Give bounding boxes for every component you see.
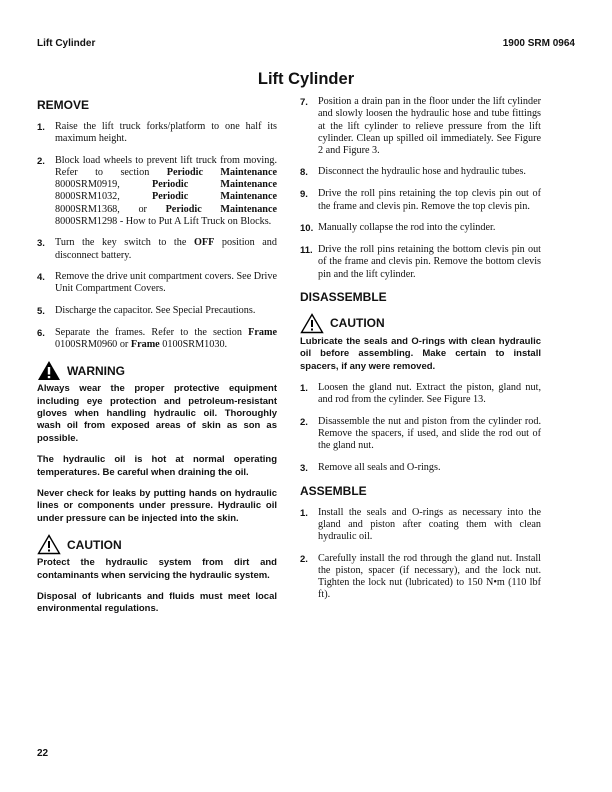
- step-number: 4.: [37, 271, 45, 283]
- remove-step: [37, 271, 277, 296]
- remove-step: [37, 155, 277, 229]
- disassemble-step: [300, 382, 541, 407]
- warning-title: WARNING: [67, 363, 125, 378]
- left-column: [37, 96, 277, 625]
- step-text: Disassemble the nut and piston from the cylinder rod. Remove the spacers, if used, and slide the rod out of the gland nut.: [318, 415, 541, 452]
- caution-title: CAUTION: [67, 537, 122, 552]
- assemble-step: [300, 507, 541, 544]
- page-number: 22: [37, 748, 49, 759]
- warning-header: [37, 360, 277, 381]
- step-text: Separate the frames. Refer to the section Frame 0100SRM0960 or Frame 0100SRM1030.: [55, 326, 277, 350]
- step-text: Drive the roll pins retaining the top clevis pin out of the frame and clevis pin. Remove the top clevis pin.: [318, 188, 541, 212]
- warning-paragraph: Always wear the proper protective equipment including eye protection and petroleum-resistant gloves when handling hydraulic oil. Thoroughly wash oil from exposed areas of skin as son as possible.: [37, 383, 277, 444]
- step-number: 8.: [300, 167, 308, 179]
- remove-steps-list-continued: [300, 96, 541, 281]
- step-number: 2.: [300, 553, 308, 565]
- step-text: Discharge the capacitor. See Special Precautions.: [55, 304, 256, 316]
- disassemble-step: [300, 416, 541, 453]
- step-text: Turn the key switch to the OFF position and disconnect battery.: [55, 237, 277, 261]
- caution-triangle-icon: [300, 313, 324, 334]
- caution-paragraph: Protect the hydraulic system from dirt and contaminants when servicing the hydraulic system.: [37, 557, 277, 581]
- remove-step: [37, 327, 277, 352]
- step-number: 1.: [300, 507, 308, 519]
- step-text: Carefully install the rod through the gland nut. Install the piston, spacer (if necessary), and the lock nut. Tighten the lock nut (lubricated) to 150 N•m (110 lbf ft).: [318, 552, 541, 601]
- step-number: 1.: [300, 383, 308, 395]
- right-column: [300, 96, 541, 611]
- step-number: 7.: [300, 97, 308, 108]
- step-text: Loosen the gland nut. Extract the piston, gland nut, and rod from the cylinder. See Figure 13.: [318, 382, 541, 406]
- disassemble-steps-list: [300, 382, 541, 474]
- caution-header: [300, 313, 541, 334]
- step-number: 6.: [37, 327, 45, 339]
- caution-triangle-icon: [37, 534, 61, 555]
- warning-paragraph: Never check for leaks by putting hands on hydraulic lines or components under pressure. Hydraulic oil under pressure can be injected into the skin.: [37, 488, 277, 524]
- caution-paragraph: Lubricate the seals and O-rings with clean hydraulic oil before assembling. Make certain to install spacers, if any were removed.: [300, 335, 541, 372]
- warning-paragraph: The hydraulic oil is hot at normal operating temperatures. Be careful when draining the oil.: [37, 454, 277, 478]
- step-text: Position a drain pan in the floor under the lift cylinder and slowly loosen the hydraulic hose and tube fittings at the lift cylinder to relieve pressure from the lift cylinder. Clean up spilled oil immediately. See Figure 2 and Figure 3.: [318, 96, 541, 157]
- step-text: Install the seals and O-rings as necessary into the gland and piston after coating them with clean hydraulic oil.: [318, 506, 541, 543]
- caution-header: [37, 534, 277, 555]
- assemble-step: [300, 553, 541, 602]
- assemble-heading: ASSEMBLE: [300, 483, 367, 498]
- step-text: Remove the drive unit compartment covers. See Drive Unit Compartment Covers.: [55, 270, 277, 295]
- step-number: 5.: [37, 305, 45, 317]
- remove-step: [37, 237, 277, 262]
- running-header-doc-number: 1900 SRM 0964: [502, 38, 575, 49]
- remove-step: [300, 188, 541, 213]
- page-title: Lift Cylinder: [257, 70, 355, 88]
- caution-paragraph: Disposal of lubricants and fluids must meet local environmental regulations.: [37, 591, 277, 615]
- remove-step: [37, 121, 277, 146]
- disassemble-heading: DISASSEMBLE: [300, 289, 387, 304]
- step-text: Block load wheels to prevent lift truck from moving. Refer to section Periodic Maintenance 8000SRM0919, Periodic Maintenance 8000SRM1032, Periodic Maintenance 8000SRM1368, or Periodic Maintenance 8000SRM1298 - How to Put A Lift Truck on Blocks.: [55, 154, 278, 228]
- remove-step: [300, 166, 541, 179]
- remove-step: [37, 305, 277, 318]
- step-number: 9.: [300, 189, 308, 201]
- remove-step: [300, 222, 541, 235]
- step-text: Disconnect the hydraulic hose and hydraulic tubes.: [318, 166, 526, 178]
- step-number: 2.: [37, 155, 45, 167]
- disassemble-step: [300, 462, 541, 475]
- running-header-title: Lift Cylinder: [37, 38, 96, 49]
- step-number: 1.: [37, 122, 45, 133]
- step-text: Raise the lift truck forks/platform to one half its maximum height.: [55, 121, 277, 145]
- step-number: 11.: [300, 245, 313, 257]
- remove-step: [300, 96, 541, 157]
- remove-steps-list: [37, 121, 277, 351]
- step-number: 10.: [300, 223, 314, 235]
- step-number: 2.: [300, 416, 308, 428]
- assemble-steps-list: [300, 507, 541, 602]
- step-text: Drive the roll pins retaining the bottom clevis pin out of the frame and clevis pin. Remove the bottom clevis pin and the lift cylinder.: [318, 244, 541, 280]
- step-text: Manually collapse the rod into the cylinder.: [318, 222, 496, 234]
- remove-heading: REMOVE: [37, 98, 90, 112]
- warning-triangle-icon: [37, 360, 61, 381]
- step-number: 3.: [37, 238, 45, 250]
- caution-title: CAUTION: [330, 316, 385, 331]
- step-text: Remove all seals and O-rings.: [318, 461, 441, 473]
- step-number: 3.: [300, 462, 308, 474]
- remove-step: [300, 244, 541, 281]
